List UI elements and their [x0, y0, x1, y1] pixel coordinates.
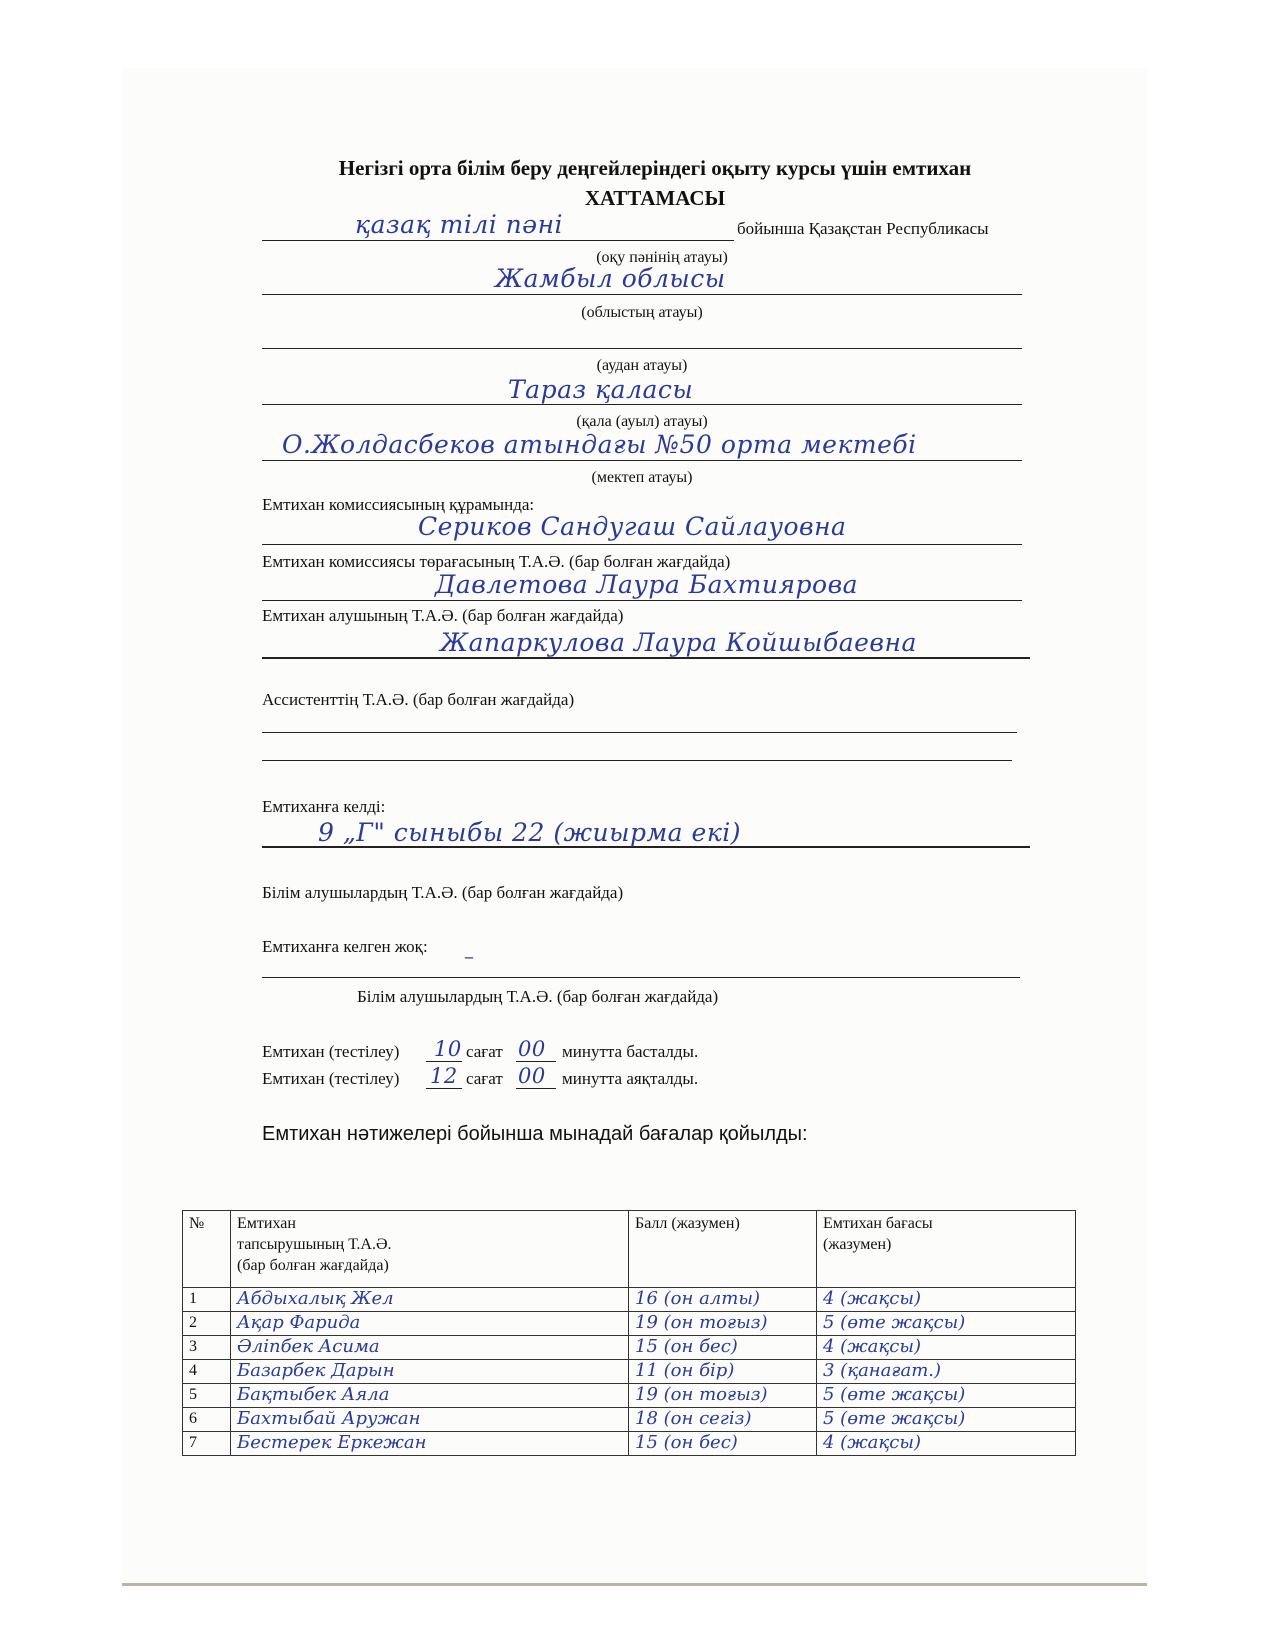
table-row [183, 1336, 1076, 1360]
row-number: 2 [183, 1312, 231, 1336]
table-row [183, 1384, 1076, 1408]
table-row [183, 1288, 1076, 1312]
col-grade-header-line1: Емтихан бағасы [823, 1215, 933, 1232]
subject-suffix: бойынша Қазақстан Республикасы [737, 219, 989, 238]
results-heading: Емтихан нәтижелері бойынша мынадай бағалар қойылды: [262, 1123, 808, 1145]
absent-caption: Білім алушылардың Т.А.Ә. (бар болған жағдайда) [357, 987, 719, 1006]
col-score-header: Балл (жазумен) [629, 1211, 817, 1288]
examiner-value: Давлетова Лаура Бахтиярова [435, 570, 859, 599]
row-grade: 4 (жақсы) [817, 1432, 1076, 1456]
end-min-line [516, 1088, 556, 1089]
row-grade: 5 (өте жақсы) [817, 1312, 1076, 1336]
row-score: 15 (он бес) [629, 1432, 817, 1456]
end-hour: 12 [430, 1064, 458, 1088]
start-min-line [516, 1061, 556, 1062]
assistant-value-line [262, 657, 1030, 659]
row-number: 6 [183, 1408, 231, 1432]
start-prefix: Емтихан (тестілеу) [262, 1042, 400, 1061]
end-prefix: Емтихан (тестілеу) [262, 1069, 400, 1088]
start-hour-line [426, 1061, 462, 1062]
absent-value: – [464, 944, 475, 968]
col-num-header: № [183, 1211, 231, 1288]
row-score: 19 (он тоғыз) [629, 1384, 817, 1408]
row-grade: 4 (жақсы) [817, 1336, 1076, 1360]
row-grade: 5 (өте жақсы) [817, 1408, 1076, 1432]
row-name: Ақар Фарида [231, 1312, 629, 1336]
end-suffix: минутта аяқталды. [562, 1069, 699, 1088]
table-row [183, 1360, 1076, 1384]
city-caption: (қала (ауыл) атауы) [576, 413, 708, 430]
examiner-line [262, 600, 1022, 601]
subject-value: қазақ тілі пәні [355, 210, 564, 239]
district-line [262, 348, 1022, 349]
row-name: Бестерек Еркежан [231, 1432, 629, 1456]
region-line [262, 294, 1022, 295]
examiner-label: Емтихан алушының Т.А.Ә. (бар болған жағдайда) [262, 606, 624, 625]
chair-value: Сериков Сандугаш Сайлауовна [418, 512, 847, 541]
assistant-line-1 [262, 732, 1017, 733]
start-hour: 10 [434, 1037, 462, 1061]
results-table [182, 1210, 1076, 1456]
row-number: 3 [183, 1336, 231, 1360]
col-name-header [231, 1211, 629, 1288]
document-title-line1: Негізгі орта білім беру деңгейлеріндегі оқыту курсы үшін емтихан [338, 156, 972, 180]
row-name: Әліпбек Асима [231, 1336, 629, 1360]
row-score: 11 (он бір) [629, 1360, 817, 1384]
came-value: 9 „Г" сыныбы 22 (жиырма екі) [318, 818, 742, 847]
table-row [183, 1312, 1076, 1336]
start-suffix: минутта басталды. [562, 1042, 699, 1061]
document-title-line2: ХАТТАМАСЫ [584, 186, 726, 210]
table-row [183, 1408, 1076, 1432]
chair-line [262, 544, 1022, 545]
row-grade: 3 (қанағат.) [817, 1360, 1076, 1384]
start-min: 00 [518, 1037, 546, 1061]
district-caption: (аудан атауы) [596, 357, 688, 374]
row-number: 1 [183, 1288, 231, 1312]
region-caption: (облыстың атауы) [581, 304, 703, 321]
col-name-header-line3: (бар болған жағдайда) [237, 1257, 389, 1274]
region-value: Жамбыл облысы [495, 264, 726, 293]
end-min: 00 [518, 1064, 546, 1088]
end-hour-word: сағат [466, 1069, 503, 1088]
row-grade: 4 (жақсы) [817, 1288, 1076, 1312]
row-score: 15 (он бес) [629, 1336, 817, 1360]
subject-line [262, 240, 734, 241]
row-name: Базарбек Дарын [231, 1360, 629, 1384]
col-grade-header-line2: (жазумен) [823, 1236, 892, 1253]
assistant-label: Ассистенттің Т.А.Ә. (бар болған жағдайда) [262, 690, 575, 709]
col-grade-header [817, 1211, 1076, 1288]
chair-label: Емтихан комиссиясы төрағасының Т.А.Ә. (бар болған жағдайда) [262, 552, 731, 571]
city-value: Тараз қаласы [508, 375, 694, 404]
students-caption: Білім алушылардың Т.А.Ә. (бар болған жағдайда) [262, 883, 624, 902]
row-name: Бахтыбай Аружан [231, 1408, 629, 1432]
col-name-header-line2: тапсырушының Т.А.Ә. [237, 1236, 392, 1253]
end-hour-line [426, 1088, 462, 1089]
row-number: 5 [183, 1384, 231, 1408]
came-label: Емтиханға келді: [262, 797, 386, 816]
row-grade: 5 (өте жақсы) [817, 1384, 1076, 1408]
absent-label: Емтиханға келген жоқ: [262, 937, 428, 956]
row-score: 19 (он тоғыз) [629, 1312, 817, 1336]
row-score: 16 (он алты) [629, 1288, 817, 1312]
subject-caption: (оқу пәнінің атауы) [596, 249, 728, 266]
start-hour-word: сағат [466, 1042, 503, 1061]
table-row [183, 1432, 1076, 1456]
school-value: О.Жолдасбеков атындағы №50 орта мектебі [282, 430, 917, 459]
row-name: Абдыхалық Жел [231, 1288, 629, 1312]
row-score: 18 (он сегіз) [629, 1408, 817, 1432]
row-name: Бақтыбек Аяла [231, 1384, 629, 1408]
assistant-line-2 [262, 760, 1012, 761]
absent-line [262, 977, 1020, 978]
row-number: 4 [183, 1360, 231, 1384]
row-number: 7 [183, 1432, 231, 1456]
col-name-header-line1: Емтихан [237, 1215, 296, 1232]
results-header-row [183, 1211, 1076, 1288]
commission-label: Емтихан комиссиясының құрамында: [262, 495, 535, 514]
city-line [262, 404, 1022, 405]
assistant-value: Жапаркулова Лаура Койшыбаевна [440, 628, 917, 657]
school-line [262, 460, 1022, 461]
school-caption: (мектеп атауы) [591, 469, 693, 486]
